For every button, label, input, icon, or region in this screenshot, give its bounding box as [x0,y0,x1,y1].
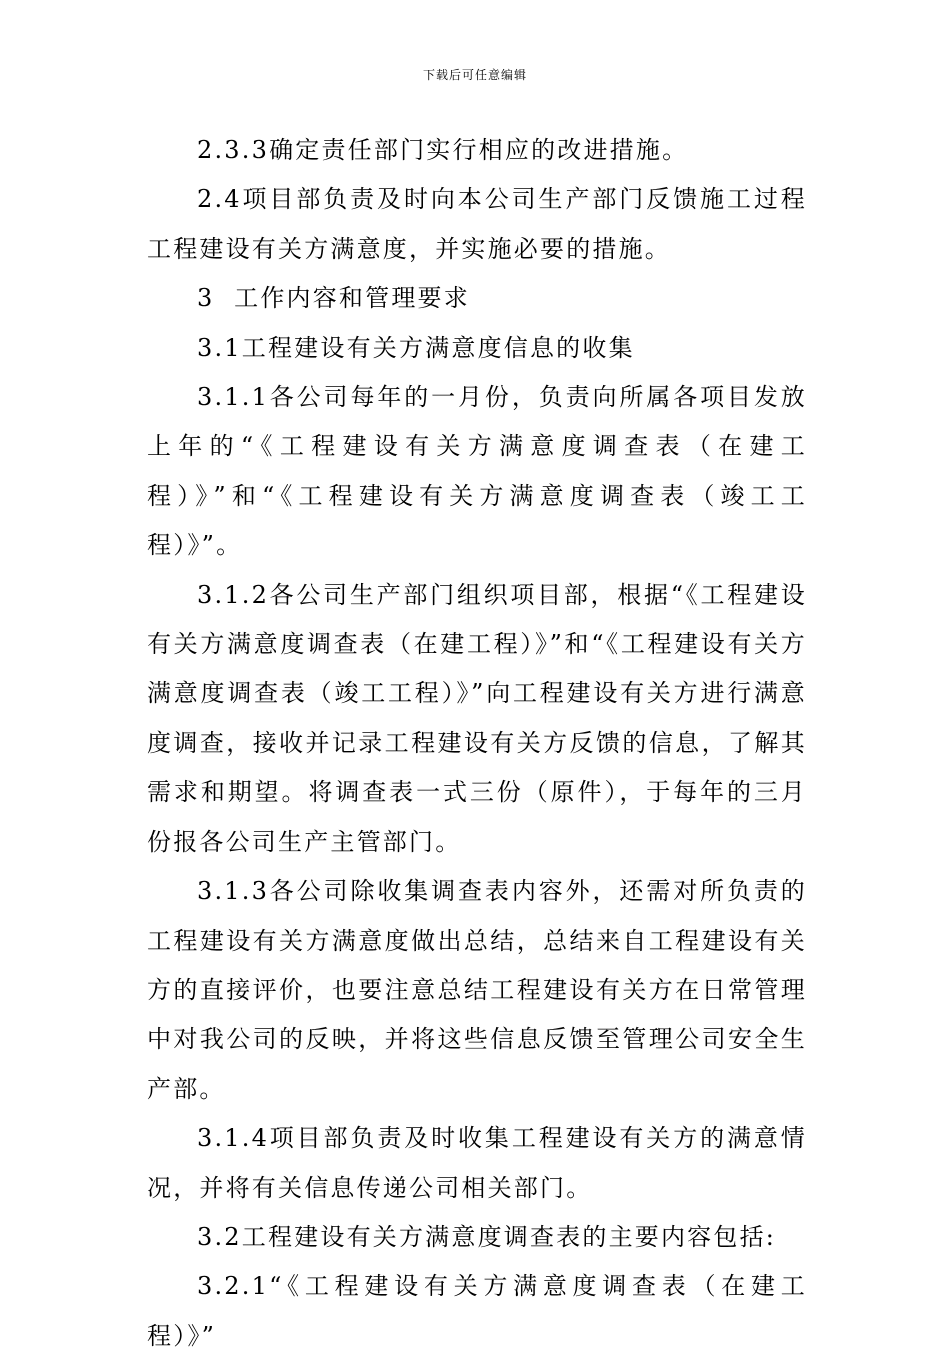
paragraph-3-1: 3.1工程建设有关方满意度信息的收集 [197,333,635,362]
paragraph-3-2-1: 3.2.1“《工程建设有关方满意度调查表（在建工程）》” [147,1272,807,1350]
section-heading-3: 3 工作内容和管理要求 [197,284,470,313]
page-header-note: 下载后可任意编辑 [422,68,527,82]
document-body [147,126,807,1361]
paragraph-3-1-2: 3.1.2各公司生产部门组织项目部，根据“《工程建设有关方满意度调查表（在建工程）》”和“《工程建设有关方满意度调查表（竣工工程）》”向工程建设有关方进行满意度调查，接收并记录工程建设有关方反馈的信息，了解其需求和期望。将调查表一式三份（原件），于每年的三月份报各公司生产主管部门。 [147,580,807,856]
paragraph-3-1-3: 3.1.3各公司除收集调查表内容外，还需对所负责的工程建设有关方满意度做出总结，总结来自工程建设有关方的直接评价，也要注意总结工程建设有关方在日常管理中对我公司的反映，并将这些信息反馈至管理公司安全生产部。 [147,877,807,1103]
paragraph-3-2: 3.2工程建设有关方满意度调查表的主要内容包括: [197,1222,777,1251]
paragraph-3-1-1: 3.1.1各公司每年的一月份，负责向所属各项目发放上年的“《工程建设有关方满意度调查表（在建工程）》”和“《工程建设有关方满意度调查表（竣工工程）》”。 [147,383,807,560]
paragraph-2-4: 2.4项目部负责及时向本公司生产部门反馈施工过程工程建设有关方满意度，并实施必要的措施。 [147,185,807,263]
paragraph-3-1-4: 3.1.4项目部负责及时收集工程建设有关方的满意情况，并将有关信息传递公司相关部门。 [147,1124,807,1202]
paragraph-2-3-3: 2.3.3确定责任部门实行相应的改进措施。 [197,136,689,164]
